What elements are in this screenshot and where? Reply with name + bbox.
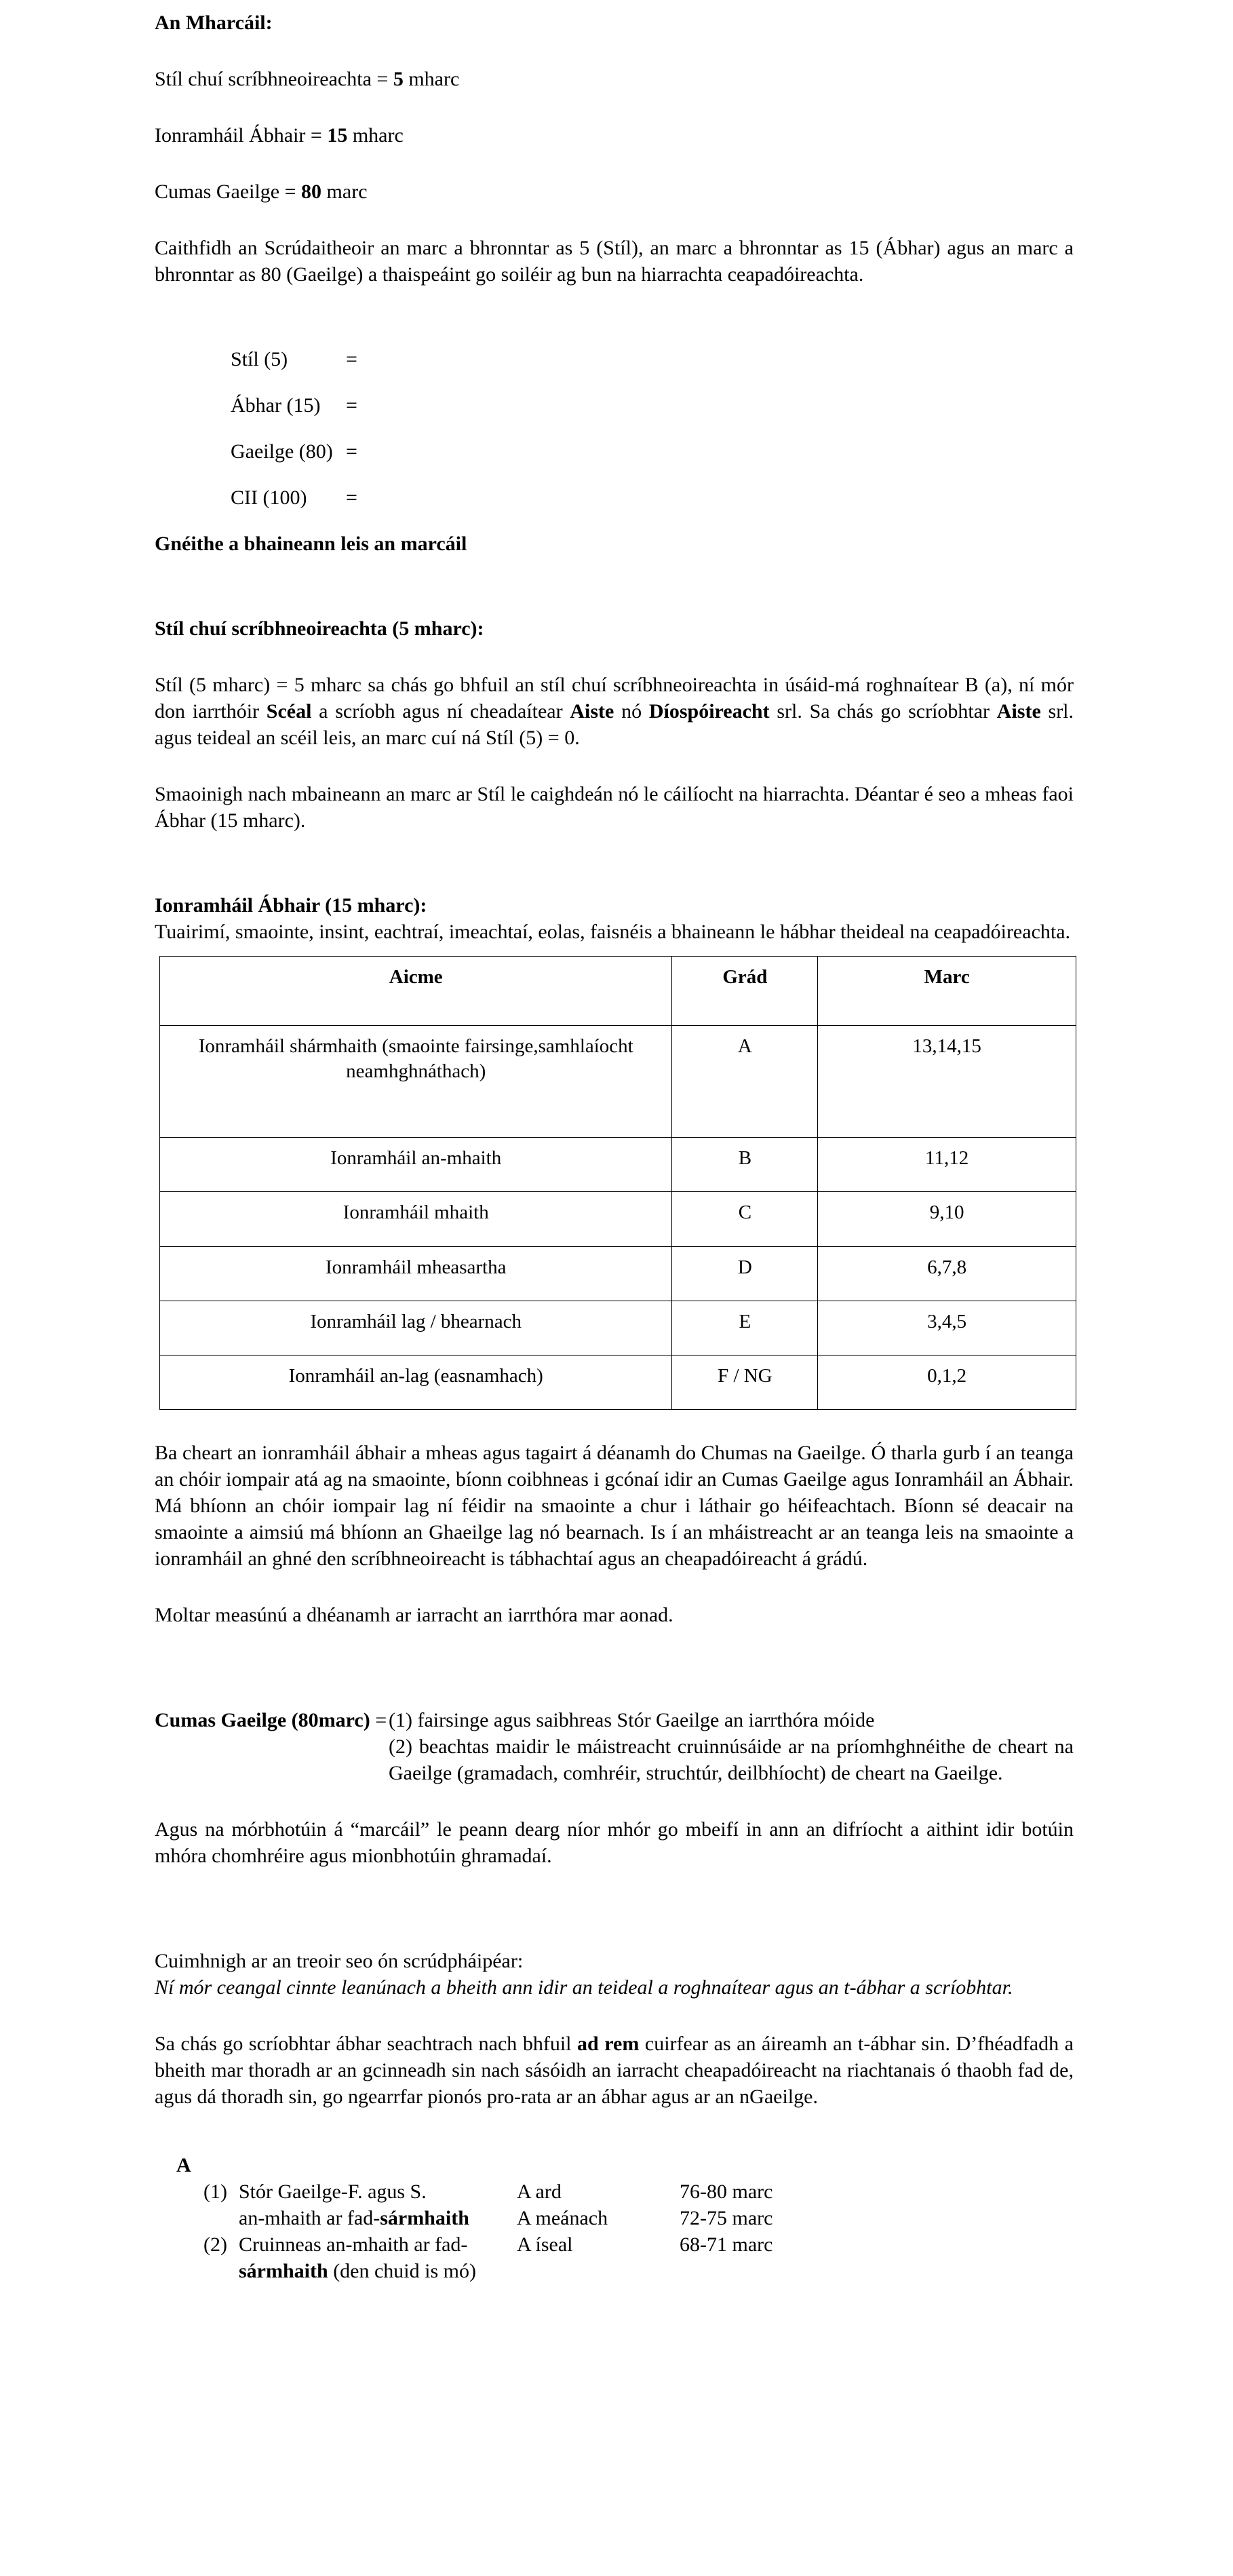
grade-a-item-1-desc-line2-b: sármhaith [380, 2206, 469, 2229]
component-abhar-label: Ionramháil Ábhair = [155, 124, 328, 147]
grade-a-item-1-desc-line2-a: an-mhaith ar fad- [239, 2206, 380, 2229]
table-cell-grad: C [672, 1192, 818, 1246]
grade-a-item-3-marks: 68-71 marc [680, 2233, 773, 2256]
component-stil-unit: mharc [403, 68, 460, 90]
component-stil-value: 5 [393, 68, 404, 90]
adrem-c: cuirfear as an áireamh an t-ábhar sin. D’fhéadfadh a bheith mar thoradh ar an gcinneadh sin nach sásóidh an iarracht cheapadóireacht na riachtanais ó thaobh fad de, agus dá thoradh sin, go ngearrfar pionós pro-rata ar an ábhar agus ar an nGaeilge. [155, 2032, 1074, 2108]
table-header-aicme: Aicme [160, 957, 672, 1026]
component-abhar-value: 15 [327, 124, 348, 147]
grade-a-list [203, 2178, 1233, 2284]
grade-table [159, 956, 1076, 1410]
style-p1-e: nó [614, 700, 649, 723]
score-label-stil: Stíl (5) [231, 348, 288, 370]
grade-a-item-3-band: A íseal [517, 2233, 573, 2256]
score-row-stil [231, 346, 1233, 392]
table-header-marc: Marc [818, 957, 1076, 1026]
intro-paragraph: Caithfidh an Scrúdaitheoir an marc a bhronntar as 5 (Stíl), an marc a bhronntar as 15 (Ábhar) agus an marc a bhronntar as 80 (Gaeilge) a thaispeáint go soiléir ag bun na hiarrachta ceapadóireachta. [155, 237, 1074, 286]
cumas-gaeilge-label [155, 1707, 389, 1733]
style-p1-g: srl. Sa chás go scríobhtar [769, 700, 997, 723]
list-item [203, 2258, 1233, 2284]
cuimhnigh-intro: Cuimhnigh ar an treoir seo ón scrúdpháipéar: [155, 1949, 524, 1972]
score-row-cii [231, 484, 1233, 531]
score-label-abhar: Ábhar (15) [231, 394, 321, 417]
table-row [160, 1301, 1076, 1355]
style-p1-aiste-2: Aiste [996, 700, 1041, 723]
grade-a-item-2-number: (2) [203, 2233, 227, 2256]
cumas-item-1: (1) fairsinge agus saibhreas Stór Gaeilge an iarrthóra móide [389, 1708, 875, 1731]
table-cell-marc: 9,10 [818, 1192, 1076, 1246]
component-gaeilge [155, 178, 1074, 205]
score-eq-gaeilge: = [346, 440, 357, 463]
grade-a-item-2-desc-line2 [239, 2258, 517, 2284]
cumas-gaeilge-block [155, 1707, 1074, 1786]
table-cell-grad: A [672, 1026, 818, 1138]
table-header-grad: Grád [672, 957, 818, 1026]
component-stil-label: Stíl chuí scríbhneoireachta = [155, 68, 393, 90]
document-body-2 [155, 531, 1074, 956]
grade-a-item-1-number: (1) [203, 2180, 227, 2203]
table-cell-grad: B [672, 1138, 818, 1192]
style-p1-aiste: Aiste [570, 700, 614, 723]
grade-a-item-2-desc-line2-b: sármhaith [239, 2259, 328, 2282]
table-cell-marc: 11,12 [818, 1138, 1076, 1192]
after-table-paragraph: Ba cheart an ionramháil ábhair a mheas agus tagairt á déanamh do Chumas na Gaeilge. Ó tharla gurb í an teanga an chóir iompair atá ag na smaointe, bíonn coibhneas i gcónaí idir an Cumas Gaeilge agus Ionramháil an Ábhair. Má bhíonn an chóir iompair lag ní féidir na smaointe a chur i láthair go héifeachtach. Bíonn sé deacair na smaointe a aimsiú má bhíonn an Ghaeilge lag nó bearnach. Is í an mháistreacht ar an teanga leis na smaointe a ionramháil an ghné den scríbhneoireacht is tábhachtaí agus an cheapadóireacht á grádú. [155, 1441, 1074, 1570]
grade-a-item-2-band: A meánach [517, 2206, 608, 2229]
table-cell-marc: 0,1,2 [818, 1355, 1076, 1409]
grade-a-item-1-marks: 76-80 marc [680, 2180, 773, 2203]
cumas-label-bold: Cumas Gaeilge (80marc) [155, 1708, 370, 1731]
table-cell-aicme: Ionramháil lag / bhearnach [160, 1301, 672, 1355]
cumas-label-equals: = [370, 1708, 387, 1731]
table-cell-aicme: Ionramháil mheasartha [160, 1246, 672, 1301]
style-paragraph-1 [155, 672, 1074, 751]
table-cell-grad: F / NG [672, 1355, 818, 1409]
table-cell-grad: E [672, 1301, 818, 1355]
component-abhar [155, 122, 1074, 149]
grade-table-body [160, 1026, 1076, 1410]
grade-a-letter: A [176, 2153, 191, 2176]
component-abhar-unit: mharc [347, 124, 404, 147]
style-p1-sceal: Scéal [266, 700, 312, 723]
score-row-abhar [231, 392, 1233, 438]
component-gaeilge-value: 80 [301, 180, 322, 203]
score-eq-stil: = [346, 348, 357, 370]
style-p1-a: Stíl (5 mharc) = 5 mharc sa chás go bhfuil an stíl chuí scríbhneoireachta in úsáid-má roghnaítear B (a), ní mór don iarrthóir [155, 674, 1074, 723]
adrem-paragraph [155, 2031, 1074, 2110]
table-cell-marc: 6,7,8 [818, 1246, 1076, 1301]
document-body [155, 9, 1074, 288]
cuimhnigh-quote: Ní mór ceangal cinnte leanúnach a bheith ann idir an teideal a roghnaítear agus an t-ábhar a scríobhtar. [155, 1976, 1013, 1999]
moltar-paragraph: Moltar measúnú a dhéanamh ar iarracht an iarrthóra mar aonad. [155, 1603, 673, 1626]
table-cell-aicme: Ionramháil shármhaith (smaointe fairsinge,samhlaíocht neamhghnáthach) [160, 1026, 672, 1138]
style-paragraph-2: Smaoinigh nach mbaineann an marc ar Stíl le caighdeán nó le cáilíocht na hiarrachta. Déantar é seo a mheas faoi Ábhar (15 mharc). [155, 783, 1074, 832]
grade-a-item-1-band: A ard [517, 2180, 562, 2203]
table-row [160, 1192, 1076, 1246]
score-eq-abhar: = [346, 394, 357, 417]
grade-table-head [160, 957, 1076, 1026]
table-row [160, 1355, 1076, 1409]
table-cell-grad: D [672, 1246, 818, 1301]
grade-a-item-2-desc: Cruinneas an-mhaith ar fad- [239, 2233, 468, 2256]
table-row [160, 1026, 1076, 1138]
content-section-subtext: Tuairimí, smaointe, insint, eachtraí, imeachtaí, eolas, faisnéis a bhaineann le hábhar theideal na ceapadóireachta. [155, 921, 1071, 943]
table-cell-marc: 3,4,5 [818, 1301, 1076, 1355]
table-row [160, 1246, 1076, 1301]
content-section-heading: Ionramháil Ábhair (15 mharc): [155, 894, 427, 917]
table-cell-marc: 13,14,15 [818, 1026, 1076, 1138]
style-p1-c: a scríobh agus ní cheadaítear [311, 700, 570, 723]
style-p1-i: srl. agus teideal an scéil leis, an marc cuí ná Stíl (5) = 0. [155, 700, 1074, 749]
adrem-term: ad rem [577, 2032, 640, 2055]
list-item [203, 2231, 1233, 2258]
table-cell-aicme: Ionramháil an-lag (easnamhach) [160, 1355, 672, 1409]
list-item [203, 2205, 1233, 2231]
cumas-item-2: (2) beachtas maidir le máistreacht cruinnúsáide ar na príomhghnéithe de cheart na Gaeilge (gramadach, comhréir, struchtúr, deilbhíocht) de cheart na Gaeilge. [389, 1735, 1074, 1784]
score-label-cii: CII (100) [231, 486, 307, 509]
document-body-3 [155, 1410, 1074, 2152]
features-heading: Gnéithe a bhaineann leis an marcáil [155, 533, 467, 555]
cumas-gaeilge-items [389, 1707, 1074, 1786]
score-summary-list [231, 346, 1233, 531]
score-row-gaeilge [231, 438, 1233, 484]
style-p1-diospoireacht: Díospóireacht [648, 700, 770, 723]
component-gaeilge-unit: marc [321, 180, 368, 203]
adrem-a: Sa chás go scríobhtar ábhar seachtrach nach bhfuil [155, 2032, 578, 2055]
style-section-heading: Stíl chuí scríbhneoireachta (5 mharc): [155, 617, 484, 640]
table-cell-aicme: Ionramháil an-mhaith [160, 1138, 672, 1192]
table-row [160, 1138, 1076, 1192]
grade-a-item-1-desc: Stór Gaeilge-F. agus S. [239, 2180, 427, 2203]
page-title: An Mharcáil: [155, 12, 273, 34]
score-label-gaeilge: Gaeilge (80) [231, 440, 333, 463]
component-gaeilge-label: Cumas Gaeilge = [155, 180, 302, 203]
list-item [203, 2178, 1233, 2205]
table-cell-aicme: Ionramháil mhaith [160, 1192, 672, 1246]
grade-a-item-2-desc-line2-c: (den chuid is mó) [328, 2259, 476, 2282]
grade-a-item-1-desc-line2 [239, 2205, 517, 2231]
table-header-row [160, 957, 1076, 1026]
score-eq-cii: = [346, 486, 357, 509]
component-stil [155, 66, 1074, 92]
agus-paragraph: Agus na mórbhotúin á “marcáil” le peann dearg níor mhór go mbeifí in ann an difríocht a aithint idir botúin mhóra chomhréire agus mionbhotúin ghramadaí. [155, 1818, 1074, 1867]
grade-a-item-2-marks: 72-75 marc [680, 2206, 773, 2229]
